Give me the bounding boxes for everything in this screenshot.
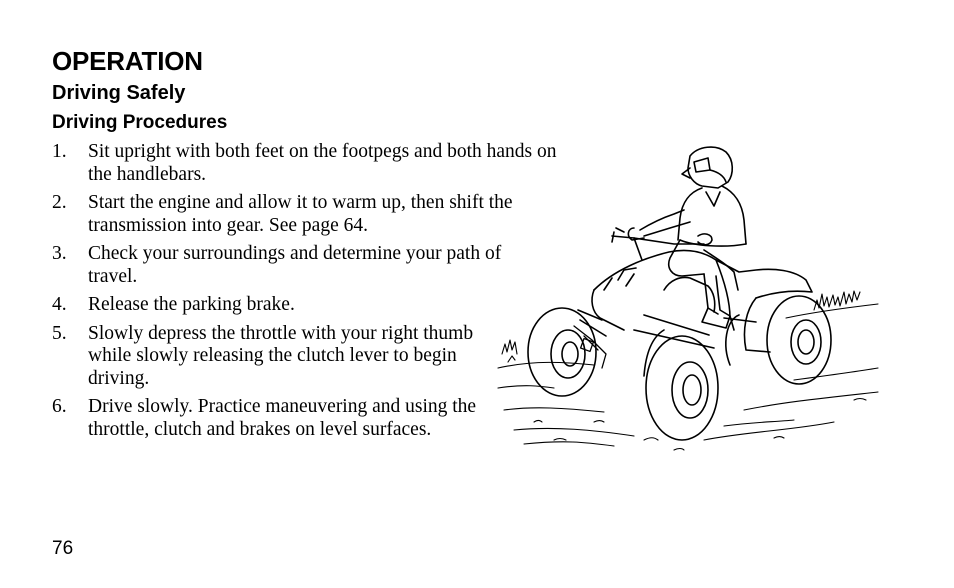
step-number: 1. [52,141,67,162]
procedure-list [52,141,558,447]
step-number: 5. [52,322,67,344]
subsection-title: Driving Safely [52,82,186,104]
step-text: Start the engine and allow it to warm up, then shift the transmission into gear. See page 64. [88,192,513,236]
step-number: 4. [52,294,67,315]
step-number: 6. [52,396,67,417]
step-text: Check your surroundings and determine your path of travel. [88,243,502,287]
step-text: Drive slowly. Practice maneuvering and using the throttle, clutch and brakes on level surfaces. [88,396,477,440]
atv-rider-illustration [494,140,886,458]
procedure-step [52,141,558,186]
procedure-step [52,396,558,441]
step-text: Release the parking brake. [88,294,295,315]
procedure-step [52,323,558,391]
section-title: OPERATION [52,46,203,76]
step-text: Slowly depress the throttle with your right thumb while slowly releasing the clutch lever to begin driving. [88,322,474,389]
step-number: 2. [52,192,67,213]
page-number: 76 [52,538,74,559]
atv-body [592,250,812,352]
procedure-step [52,192,558,237]
rear-wheel-right [767,296,831,384]
topic-title: Driving Procedures [52,112,228,133]
step-text: Sit upright with both feet on the footpegs and both hands on the handlebars. [88,141,557,185]
procedure-step [52,294,558,317]
procedure-step [52,243,558,288]
front-wheel-left [528,308,606,396]
step-number: 3. [52,243,67,264]
